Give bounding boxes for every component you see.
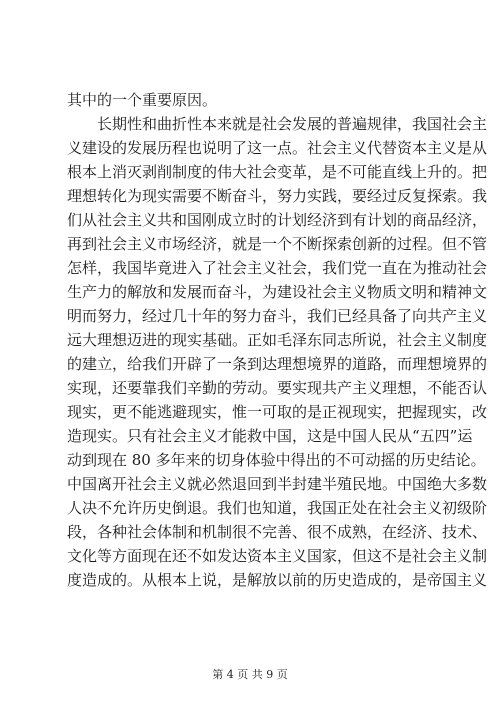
text-line: 人决不允许历史倒退。我们也知道，我国正处在社会主义初级阶 <box>67 499 488 517</box>
text-line: 明而努力，经过几十年的努力奋斗，我们已经具备了向共产主义 <box>67 307 488 325</box>
text-line: 远大理想迈进的现实基础。正如毛泽东同志所说，社会主义制度 <box>67 331 488 349</box>
text-line: 义建设的发展历程也说明了这一点。社会主义代替资本主义是从 <box>67 139 488 157</box>
text-line: 的建立，给我们开辟了一条到达理想境界的道路，而理想境界的 <box>67 355 488 373</box>
text-line: 现实，更不能逃避现实，惟一可取的是正视现实，把握现实，改 <box>67 403 488 421</box>
text-line: 段，各种社会体制和机制很不完善、很不成熟，在经济、技术、 <box>67 523 488 541</box>
page-footer <box>0 666 500 682</box>
text-line: 们从社会主义共和国刚成立时的计划经济到有计划的商品经济， <box>67 211 488 229</box>
text-line: 怎样，我国毕竟进入了社会主义社会，我们党一直在为推动社会 <box>67 259 488 277</box>
text-line: 中国离开社会主义就必然退回到半封建半殖民地。中国绝大多数 <box>67 475 488 493</box>
body-text <box>67 88 488 592</box>
text-line: 理想转化为现实需要不断奋斗，努力实践，要经过反复探索。我 <box>67 187 488 205</box>
text-line: 动到现在 80 多年来的切身体验中得出的不可动摇的历史结论。 <box>67 451 486 469</box>
text-line: 度造成的。从根本上说，是解放以前的历史造成的，是帝国主义 <box>67 571 488 589</box>
text-line: 实现，还要靠我们辛勤的劳动。要实现共产主义理想，不能否认 <box>67 379 488 397</box>
page-number-label: 第 4 页 共 9 页 <box>212 668 288 681</box>
text-line: 其中的一个重要原因。 <box>67 91 218 109</box>
text-line: 长期性和曲折性本来就是社会发展的普遍规律，我国社会主 <box>97 115 488 133</box>
text-line: 造现实。只有社会主义才能救中国，这是中国人民从“五四”运 <box>67 427 473 445</box>
text-line: 生产力的解放和发展而奋斗，为建设社会主义物质文明和精神文 <box>67 283 488 301</box>
text-line: 再到社会主义市场经济，就是一个不断探索创新的过程。但不管 <box>67 235 488 253</box>
text-line: 文化等方面现在还不如发达资本主义国家，但这不是社会主义制 <box>67 547 488 565</box>
text-line: 根本上消灭剥削制度的伟大社会变革，是不可能直线上升的。把 <box>67 163 488 181</box>
